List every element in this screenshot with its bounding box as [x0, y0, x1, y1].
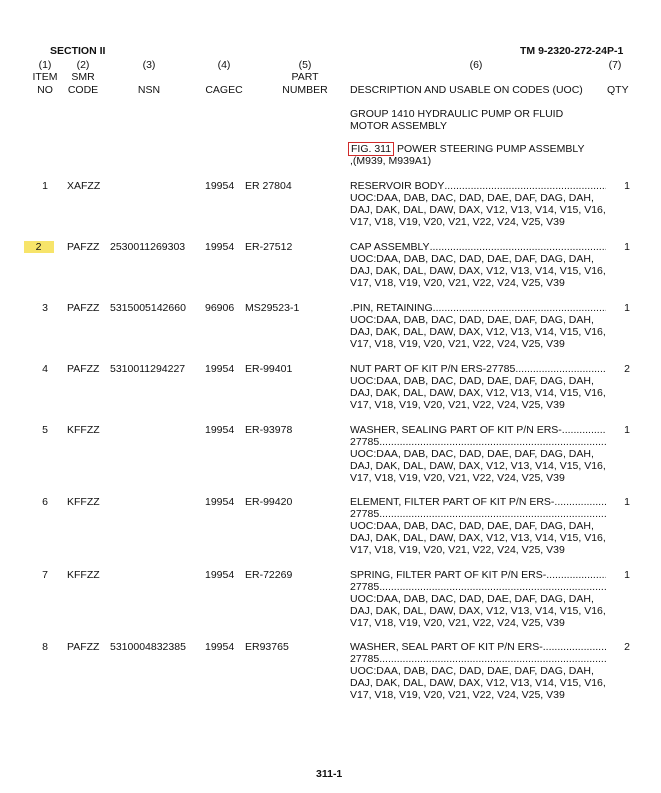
- figure-models: ,(M939, M939A1): [350, 155, 432, 167]
- uoc-codes: UOC:DAA, DAB, DAC, DAD, DAE, DAF, DAG, DAH, DAJ, DAK, DAL, DAW, DAX, V12, V13, V14, V15, V16, V17, V18, V19, V20, V21, V22, V24, V25, V39: [350, 593, 606, 629]
- quantity: 1: [624, 496, 630, 508]
- col3-number: (3): [142, 59, 156, 71]
- smr-code: KFFZZ: [67, 424, 100, 436]
- description-text: SPRING, FILTER PART OF KIT P/N ERS-: [350, 569, 547, 581]
- part-number: ER-99420: [245, 496, 293, 508]
- cagec: 19954: [205, 241, 235, 253]
- dot-leader: [433, 302, 606, 314]
- dot-leader: [379, 508, 606, 520]
- uoc-codes: UOC:DAA, DAB, DAC, DAD, DAE, DAF, DAG, DAH, DAJ, DAK, DAL, DAW, DAX, V12, V13, V14, V15, V16, V17, V18, V19, V20, V21, V22, V24, V25, V39: [350, 253, 606, 289]
- cagec: 19954: [205, 496, 235, 508]
- col6-number: (6): [469, 59, 483, 71]
- tm-number: TM 9-2320-272-24P-1: [520, 45, 624, 57]
- description-continuation: 27785: [350, 653, 380, 665]
- description-text: NUT PART OF KIT P/N ERS-27785: [350, 363, 516, 375]
- smr-code: XAFZZ: [67, 180, 101, 192]
- description-continuation: 27785: [350, 436, 380, 448]
- col5-number: (5): [298, 59, 312, 71]
- nsn: 5310011294227: [110, 363, 186, 375]
- col6-label-description: DESCRIPTION AND USABLE ON CODES (UOC): [350, 84, 583, 96]
- quantity: 1: [624, 241, 630, 253]
- col1-label-item: ITEM: [32, 71, 58, 83]
- quantity: 1: [624, 180, 630, 192]
- part-number: MS29523-1: [245, 302, 300, 314]
- col4-number: (4): [217, 59, 231, 71]
- description-text: RESERVOIR BODY: [350, 180, 445, 192]
- smr-code: PAFZZ: [67, 363, 100, 375]
- description-cell: [350, 241, 606, 289]
- page-number: 311-1: [316, 768, 343, 780]
- item-number: 8: [42, 641, 48, 653]
- group-title-line2: MOTOR ASSEMBLY: [350, 120, 448, 132]
- group-title-line1: GROUP 1410 HYDRAULIC PUMP OR FLUID: [350, 108, 564, 120]
- description-cell: [350, 302, 606, 350]
- quantity: 2: [624, 641, 630, 653]
- smr-code: KFFZZ: [67, 496, 100, 508]
- item-number: 4: [42, 363, 48, 375]
- dot-leader: [562, 424, 606, 436]
- nsn: 5310004832385: [110, 641, 186, 653]
- dot-leader: [379, 436, 606, 448]
- description-cell: [350, 180, 606, 228]
- description-cell: [350, 363, 606, 411]
- description-text: CAP ASSEMBLY: [350, 241, 430, 253]
- dot-leader: [379, 653, 606, 665]
- highlighted-item-number: 2: [24, 241, 55, 253]
- item-number: 6: [42, 496, 48, 508]
- dot-leader: [379, 581, 606, 593]
- description-text: .PIN, RETAINING: [350, 302, 433, 314]
- col2-number: (2): [76, 59, 90, 71]
- quantity: 1: [624, 424, 630, 436]
- cagec: 19954: [205, 180, 235, 192]
- description-continuation: 27785: [350, 581, 380, 593]
- description-text: WASHER, SEAL PART OF KIT P/N ERS-: [350, 641, 543, 653]
- col5-label-part: PART: [291, 71, 319, 83]
- col1-number: (1): [38, 59, 52, 71]
- cagec: 19954: [205, 641, 235, 653]
- col7-label-qty: QTY: [607, 84, 629, 96]
- part-number: ER-27512: [245, 241, 293, 253]
- dot-leader: [554, 496, 606, 508]
- quantity: 1: [624, 569, 630, 581]
- item-number: 5: [42, 424, 48, 436]
- smr-code: PAFZZ: [67, 241, 100, 253]
- quantity: 1: [624, 302, 630, 314]
- part-number: ER93765: [245, 641, 289, 653]
- section-title: SECTION II: [50, 45, 106, 57]
- uoc-codes: UOC:DAA, DAB, DAC, DAD, DAE, DAF, DAG, DAH, DAJ, DAK, DAL, DAW, DAX, V12, V13, V14, V15, V16, V17, V18, V19, V20, V21, V22, V24, V25, V39: [350, 665, 606, 701]
- description-cell: [350, 641, 606, 701]
- dot-leader: [515, 363, 606, 375]
- uoc-codes: UOC:DAA, DAB, DAC, DAD, DAE, DAF, DAG, DAH, DAJ, DAK, DAL, DAW, DAX, V12, V13, V14, V15, V16, V17, V18, V19, V20, V21, V22, V24, V25, V39: [350, 314, 606, 350]
- col2-label-code: CODE: [67, 84, 99, 96]
- item-number: 7: [42, 569, 48, 581]
- cagec: 19954: [205, 569, 235, 581]
- description-text: WASHER, SEALING PART OF KIT P/N ERS-: [350, 424, 562, 436]
- nsn: 2530011269303: [110, 241, 186, 253]
- part-number: ER-93978: [245, 424, 293, 436]
- description-cell: [350, 424, 606, 484]
- description-cell: [350, 496, 606, 556]
- smr-code: PAFZZ: [67, 641, 100, 653]
- nsn: 5315005142660: [110, 302, 186, 314]
- col4-label-cagec: CAGEC: [205, 84, 243, 96]
- dot-leader: [430, 241, 606, 253]
- cagec: 96906: [205, 302, 235, 314]
- figure-reference-link[interactable]: FIG. 311: [348, 142, 394, 156]
- col7-number: (7): [608, 59, 622, 71]
- dot-leader: [546, 569, 606, 581]
- dot-leader: [444, 180, 606, 192]
- col5-label-number: NUMBER: [282, 84, 328, 96]
- description-text: ELEMENT, FILTER PART OF KIT P/N ERS-: [350, 496, 555, 508]
- col2-label-smr: SMR: [71, 71, 95, 83]
- smr-code: KFFZZ: [67, 569, 100, 581]
- description-cell: [350, 569, 606, 629]
- description-continuation: 27785: [350, 508, 380, 520]
- dot-leader: [543, 641, 606, 653]
- uoc-codes: UOC:DAA, DAB, DAC, DAD, DAE, DAF, DAG, DAH, DAJ, DAK, DAL, DAW, DAX, V12, V13, V14, V15, V16, V17, V18, V19, V20, V21, V22, V24, V25, V39: [350, 192, 606, 228]
- item-number: 3: [42, 302, 48, 314]
- item-number: 1: [42, 180, 48, 192]
- part-number: ER-99401: [245, 363, 293, 375]
- uoc-codes: UOC:DAA, DAB, DAC, DAD, DAE, DAF, DAG, DAH, DAJ, DAK, DAL, DAW, DAX, V12, V13, V14, V15, V16, V17, V18, V19, V20, V21, V22, V24, V25, V39: [350, 375, 606, 411]
- figure-heading: [348, 143, 585, 155]
- cagec: 19954: [205, 424, 235, 436]
- uoc-codes: UOC:DAA, DAB, DAC, DAD, DAE, DAF, DAG, DAH, DAJ, DAK, DAL, DAW, DAX, V12, V13, V14, V15, V16, V17, V18, V19, V20, V21, V22, V24, V25, V39: [350, 448, 606, 484]
- figure-title: POWER STEERING PUMP ASSEMBLY: [397, 143, 585, 155]
- part-number: ER-72269: [245, 569, 293, 581]
- uoc-codes: UOC:DAA, DAB, DAC, DAD, DAE, DAF, DAG, DAH, DAJ, DAK, DAL, DAW, DAX, V12, V13, V14, V15, V16, V17, V18, V19, V20, V21, V22, V24, V25, V39: [350, 520, 606, 556]
- col3-label-nsn: NSN: [137, 84, 161, 96]
- col1-label-no: NO: [37, 84, 53, 96]
- smr-code: PAFZZ: [67, 302, 100, 314]
- item-number: [25, 241, 65, 253]
- quantity: 2: [624, 363, 630, 375]
- cagec: 19954: [205, 363, 235, 375]
- part-number: ER 27804: [245, 180, 292, 192]
